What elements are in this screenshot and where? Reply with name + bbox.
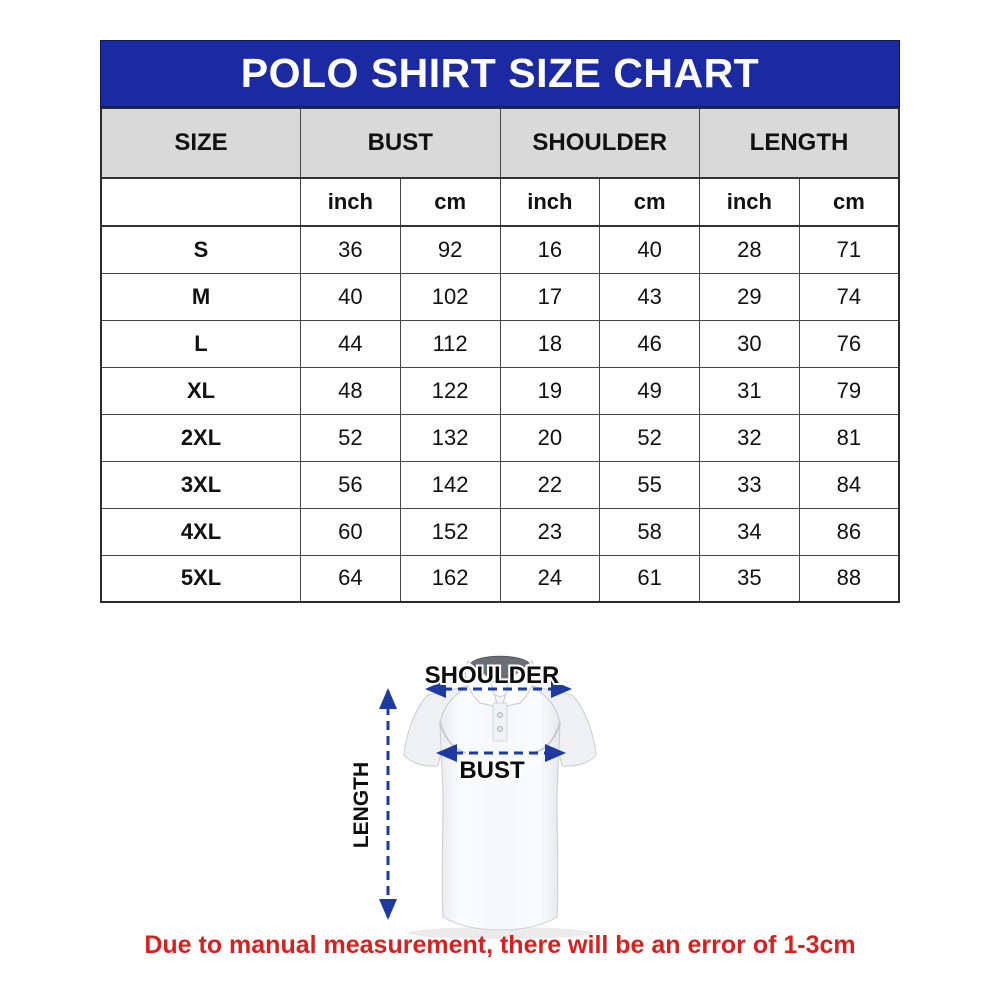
value-cell: 18 bbox=[500, 320, 600, 367]
value-cell: 142 bbox=[400, 461, 500, 508]
size-cell: 4XL bbox=[101, 508, 301, 555]
unit-header-length-cm: cm bbox=[799, 178, 899, 226]
unit-header-bust-inch: inch bbox=[301, 178, 401, 226]
shoulder-label: SHOULDER bbox=[424, 662, 560, 689]
value-cell: 64 bbox=[301, 555, 401, 602]
table-row bbox=[101, 320, 899, 367]
size-cell: 3XL bbox=[101, 461, 301, 508]
column-header-size: SIZE bbox=[101, 108, 301, 178]
measurement-error-note: Due to manual measurement, there will be an error of 1-3cm bbox=[144, 931, 856, 959]
value-cell: 76 bbox=[799, 320, 899, 367]
column-header-bust: BUST bbox=[301, 108, 501, 178]
size-cell: 5XL bbox=[101, 555, 301, 602]
value-cell: 35 bbox=[700, 555, 800, 602]
unit-header-bust-cm: cm bbox=[400, 178, 500, 226]
size-chart-table bbox=[100, 107, 900, 603]
value-cell: 52 bbox=[301, 414, 401, 461]
size-cell: M bbox=[101, 273, 301, 320]
value-cell: 122 bbox=[400, 367, 500, 414]
value-cell: 17 bbox=[500, 273, 600, 320]
value-cell: 58 bbox=[600, 508, 700, 555]
value-cell: 16 bbox=[500, 226, 600, 273]
value-cell: 23 bbox=[500, 508, 600, 555]
value-cell: 46 bbox=[600, 320, 700, 367]
unit-header-length-inch: inch bbox=[700, 178, 800, 226]
table-row bbox=[101, 273, 899, 320]
value-cell: 49 bbox=[600, 367, 700, 414]
value-cell: 52 bbox=[600, 414, 700, 461]
value-cell: 40 bbox=[301, 273, 401, 320]
value-cell: 152 bbox=[400, 508, 500, 555]
value-cell: 29 bbox=[700, 273, 800, 320]
value-cell: 81 bbox=[799, 414, 899, 461]
table-row bbox=[101, 461, 899, 508]
table-row bbox=[101, 367, 899, 414]
polo-shirt-image bbox=[404, 656, 596, 930]
value-cell: 33 bbox=[700, 461, 800, 508]
value-cell: 61 bbox=[600, 555, 700, 602]
polo-shirt-illustration bbox=[340, 645, 670, 945]
value-cell: 43 bbox=[600, 273, 700, 320]
page-title: POLO SHIRT SIZE CHART bbox=[240, 50, 760, 96]
value-cell: 112 bbox=[400, 320, 500, 367]
size-cell: S bbox=[101, 226, 301, 273]
unit-header-row bbox=[101, 178, 899, 226]
value-cell: 40 bbox=[600, 226, 700, 273]
size-cell: XL bbox=[101, 367, 301, 414]
value-cell: 30 bbox=[700, 320, 800, 367]
value-cell: 44 bbox=[301, 320, 401, 367]
value-cell: 34 bbox=[700, 508, 800, 555]
value-cell: 22 bbox=[500, 461, 600, 508]
value-cell: 102 bbox=[400, 273, 500, 320]
value-cell: 36 bbox=[301, 226, 401, 273]
button bbox=[497, 726, 502, 731]
value-cell: 79 bbox=[799, 367, 899, 414]
table-row bbox=[101, 508, 899, 555]
placket bbox=[493, 703, 507, 741]
value-cell: 19 bbox=[500, 367, 600, 414]
length-label: LENGTH bbox=[350, 761, 373, 849]
value-cell: 92 bbox=[400, 226, 500, 273]
value-cell: 84 bbox=[799, 461, 899, 508]
value-cell: 20 bbox=[500, 414, 600, 461]
size-cell: L bbox=[101, 320, 301, 367]
size-chart bbox=[100, 40, 900, 603]
table-row bbox=[101, 414, 899, 461]
unit-header-shoulder-cm: cm bbox=[600, 178, 700, 226]
title-bar bbox=[100, 40, 900, 107]
table-row bbox=[101, 226, 899, 273]
size-cell: 2XL bbox=[101, 414, 301, 461]
value-cell: 56 bbox=[301, 461, 401, 508]
value-cell: 71 bbox=[799, 226, 899, 273]
value-cell: 162 bbox=[400, 555, 500, 602]
bust-label: BUST bbox=[459, 757, 525, 784]
value-cell: 48 bbox=[301, 367, 401, 414]
value-cell: 132 bbox=[400, 414, 500, 461]
value-cell: 31 bbox=[700, 367, 800, 414]
column-header-length: LENGTH bbox=[700, 108, 900, 178]
value-cell: 24 bbox=[500, 555, 600, 602]
measurement-diagram bbox=[340, 645, 670, 945]
value-cell: 28 bbox=[700, 226, 800, 273]
value-cell: 32 bbox=[700, 414, 800, 461]
value-cell: 74 bbox=[799, 273, 899, 320]
column-group-header-row bbox=[101, 108, 899, 178]
table-row bbox=[101, 555, 899, 602]
value-cell: 55 bbox=[600, 461, 700, 508]
column-header-shoulder: SHOULDER bbox=[500, 108, 700, 178]
value-cell: 60 bbox=[301, 508, 401, 555]
value-cell: 86 bbox=[799, 508, 899, 555]
value-cell: 88 bbox=[799, 555, 899, 602]
unit-header-blank bbox=[101, 178, 301, 226]
button bbox=[497, 712, 502, 717]
unit-header-shoulder-inch: inch bbox=[500, 178, 600, 226]
